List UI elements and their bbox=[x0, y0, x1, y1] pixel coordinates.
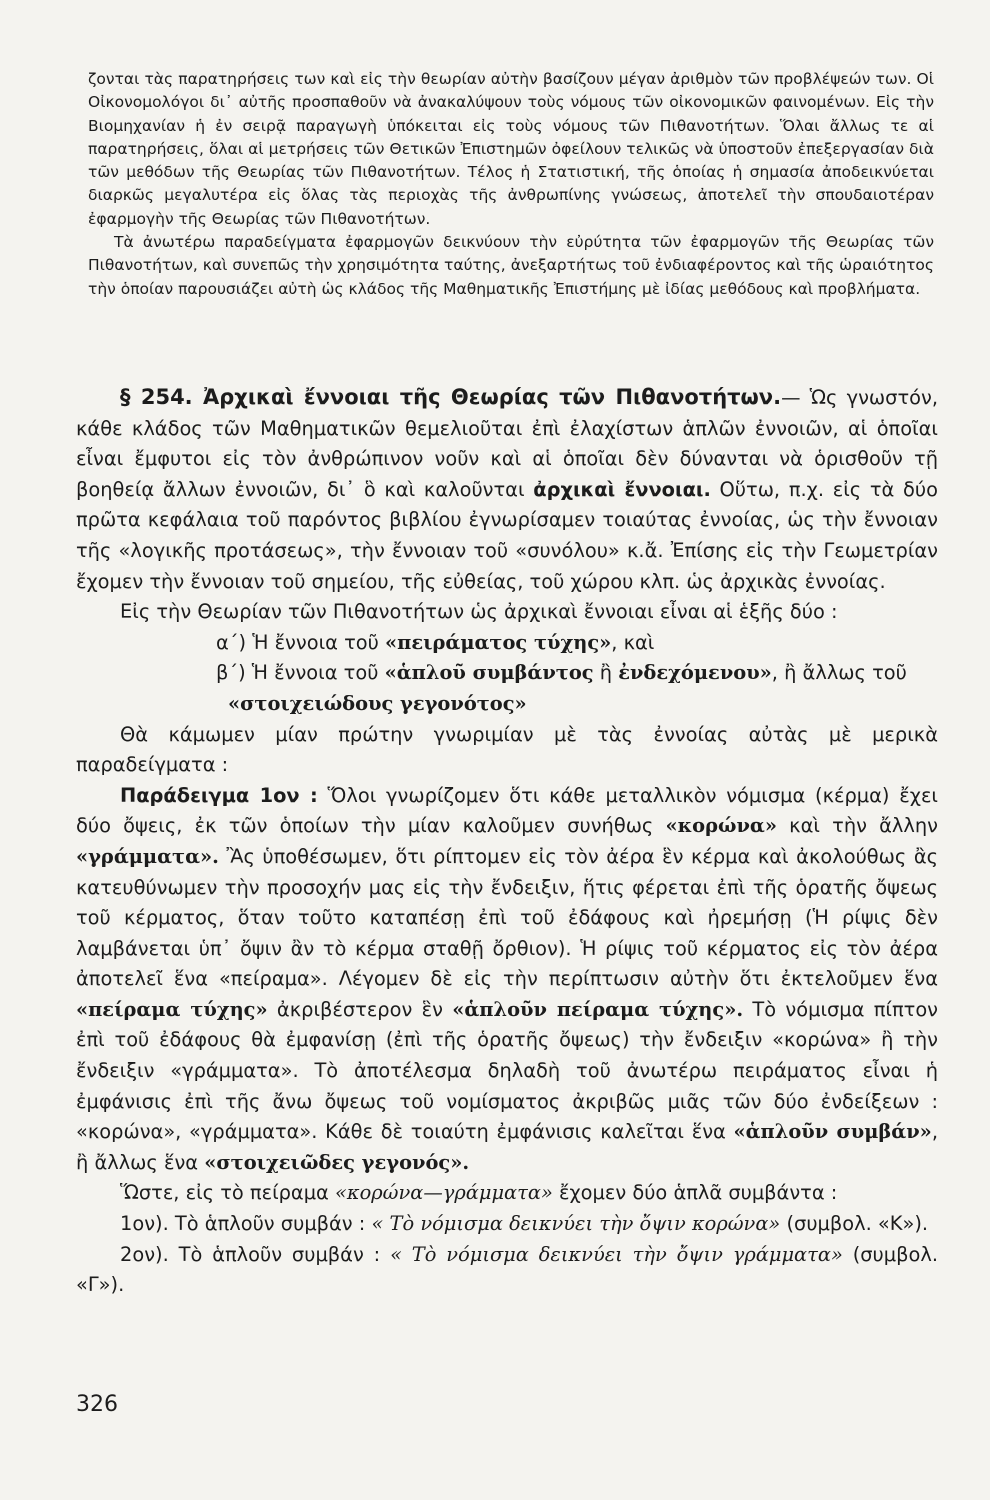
example-label: Παράδειγμα 1ον : bbox=[120, 783, 318, 807]
list-item-2: 2ον). Τὸ ἁπλοῦν συμβάν : « Τὸ νόμισμα δεικνύει τὴν ὄψιν γράμματα» (συμβολ. «Γ»). bbox=[76, 1242, 938, 1297]
section-paragraph-2: Εἰς τὴν Θεωρίαν τῶν Πιθανοτήτων ὡς ἀρχικαὶ ἔννοιαι εἶναι αἱ ἑξῆς δύο : bbox=[120, 600, 838, 624]
key-term: ἀρχικαὶ ἔννοιαι. bbox=[533, 477, 711, 501]
section-paragraph-3: Θὰ κάμωμεν μίαν πρώτην γνωριμίαν μὲ τὰς ἐννοίας αὐτὰς μὲ μερικὰ παραδείγματα : bbox=[76, 722, 938, 777]
concept-a: α΄) Ἡ ἔννοια τοῦ «πειράματος τύχης», καὶ bbox=[216, 630, 655, 654]
list-item-1: 1ον). Τὸ ἁπλοῦν συμβάν : « Τὸ νόμισμα δεικνύει τὴν ὄψιν κορώνα» (συμβολ. «Κ»). bbox=[120, 1212, 929, 1236]
paragraph-top-1: ζονται τὰς παρατηρήσεις των καὶ εἰς τὴν θεωρίαν αὐτὴν βασίζουν μέγαν ἀριθμὸν τῶν προβλέψεών των. Οἱ Οἰκονομολόγοι δι᾽ αὐτῆς προσπαθοῦν νὰ ἀνακαλύψουν τοὺς νόμους τῶν οἰκονομικῶν φαινομένων. Εἰς τὴν Βιομηχανίαν ἡ ἐν σειρᾷ παραγωγὴ ὑπόκειται εἰς τοὺς νόμους τῶν Πιθανοτήτων. Ὅλαι ἄλλως τε αἱ παρατηρήσεις, ὅλαι αἱ μετρήσεις τῶν Θετικῶν Ἐπιστημῶν ὀφείλουν τελικῶς νὰ ὑποστοῦν ἐπεξεργασίαν διὰ τῶν μεθόδων τῆς Θεωρίας τῶν Πιθανοτήτων. Τέλος ἡ Στατιστική, τῆς ὁποίας ἡ σημασία ἀποδεικνύεται διαρκῶς μεγαλυτέρα εἰς ὅλας τὰς περιοχὰς τῆς ἀνθρωπίνης γνώσεως, ἀποτελεῖ τὴν σπουδαιοτέραν ἐφαρμογὴν τῆς Θεωρίας τῶν Πιθανοτήτων. bbox=[88, 70, 934, 228]
page-number: 326 bbox=[76, 1392, 118, 1417]
section-paragraph-4: Ὥστε, εἰς τὸ πείραμα «κορώνα—γράμματα» ἔχομεν δύο ἁπλᾶ συμβάντα : bbox=[120, 1181, 838, 1205]
section-paragraph-1: § 254. Ἀρχικαὶ ἔννοιαι τῆς Θεωρίας τῶν Πιθανοτήτων.— Ὡς γνωστόν, κάθε κλάδος τῶν Μαθηματικῶν θεμελιοῦται ἐπὶ ἐλαχίστων ἁπλῶν ἐννοιῶν, αἱ ὁποῖαι εἶναι ἔμφυτοι εἰς τὸν ἀνθρώπινον νοῦν καὶ αἱ ὁποῖαι δὲν δύνανται νὰ ὁρισθοῦν τῇ βοηθείᾳ ἄλλων ἐννοιῶν, δι᾽ ὃ καὶ καλοῦνται ἀρχικαὶ ἔννοιαι. Οὕτω, π.χ. εἰς τὰ δύο πρῶτα κεφάλαια τοῦ παρόντος βιβλίου ἐγνωρίσαμεν τοιαύτας ἐννοίας, ὡς τὴν ἔννοιαν τῆς «λογικῆς προτάσεως», τὴν ἔννοιαν τοῦ «συνόλου» κ.ἄ. Ἐπίσης εἰς τὴν Γεωμετρίαν ἔχομεν τὴν ἔννοιαν τοῦ σημείου, τῆς εὐθείας, τοῦ χώρου κλπ. ὡς ἀρχικὰς ἐννοίας. bbox=[76, 385, 939, 593]
concept-b-line2: «στοιχειώδους γεγονότος» bbox=[228, 691, 527, 715]
section-254 bbox=[76, 382, 938, 1301]
section-heading: § 254. Ἀρχικαὶ ἔννοιαι τῆς Θεωρίας τῶν Πιθανοτήτων. bbox=[120, 385, 782, 409]
example-1: Παράδειγμα 1ον : Ὅλοι γνωρίζομεν ὅτι κάθε μεταλλικὸν νόμισμα (κέρμα) ἔχει δύο ὄψεις, ἐκ τῶν ὁποίων τὴν μίαν καλοῦμεν συνήθως «κορώνα» καὶ τὴν ἄλλην «γράμματα». Ἂς ὑποθέσωμεν, ὅτι ρίπτομεν εἰς τὸν ἀέρα ἓν κέρμα καὶ ἀκολούθως ἂς κατευθύνωμεν τὴν προσοχήν μας εἰς τὴν ἔνδειξιν, ἥτις φέρεται ἐπὶ τῆς ὁρατῆς ὄψεως τοῦ κέρματος, ὅταν τοῦτο καταπέσῃ ἐπὶ τοῦ ἐδάφους καὶ ἠρεμήσῃ (Ἡ ρίψις δὲν λαμβάνεται ὑπ᾽ ὄψιν ἂν τὸ κέρμα σταθῇ ὄρθιον). Ἡ ρίψις τοῦ κέρματος εἰς τὸν ἀέρα ἀποτελεῖ ἕνα «πείραμα». Λέγομεν δὲ εἰς τὴν περίπτωσιν αὐτὴν ὅτι ἐκτελοῦμεν ἕνα «πείραμα τύχης» ἀκριβέστερον ἓν «ἁπλοῦν πείραμα τύχης». Τὸ νόμισμα πίπτον ἐπὶ τοῦ ἐδάφους θὰ ἐμφανίσῃ (ἐπὶ τῆς ὁρατῆς ὄψεως) τὴν ἔνδειξιν «κορώνα» ἢ τὴν ἔνδειξιν «γράμματα». Τὸ ἀποτέλεσμα δηλαδὴ τοῦ ἀνωτέρω πειράματος εἶναι ἡ ἐμφάνισις ἐπὶ τῆς ἄνω ὄψεως τοῦ νομίσματος ἀκριβῶς μιᾶς τῶν δύο ἐνδείξεων : «κορώνα», «γράμματα». Κάθε δὲ τοιαύτη ἐμφάνισις καλεῖται ἕνα «ἁπλοῦν συμβάν», ἢ ἄλλως ἕνα «στοιχειῶδες γεγονός». bbox=[76, 783, 939, 1174]
concept-b: β΄) Ἡ ἔννοια τοῦ «ἁπλοῦ συμβάντος ἢ ἐνδεχόμενου», ἢ ἄλλως τοῦ bbox=[216, 661, 907, 685]
paragraph-top-2: Τὰ ἀνωτέρω παραδείγματα ἐφαρμογῶν δεικνύουν τὴν εὐρύτητα τῶν ἐφαρμογῶν τῆς Θεωρίας τῶν Πιθανοτήτων, καὶ συνεπῶς τὴν χρησιμότητα ταύτης, ἀνεξαρτήτως τοῦ ἐνδιαφέροντος καὶ τῆς ὡραιότητος τὴν ὁποίαν παρουσιάζει αὐτὴ ὡς κλάδος τῆς Μαθηματικῆς Ἐπιστήμης μὲ ἰδίας μεθόδους καὶ προβλήματα. bbox=[88, 233, 934, 298]
top-text-block bbox=[88, 68, 934, 301]
